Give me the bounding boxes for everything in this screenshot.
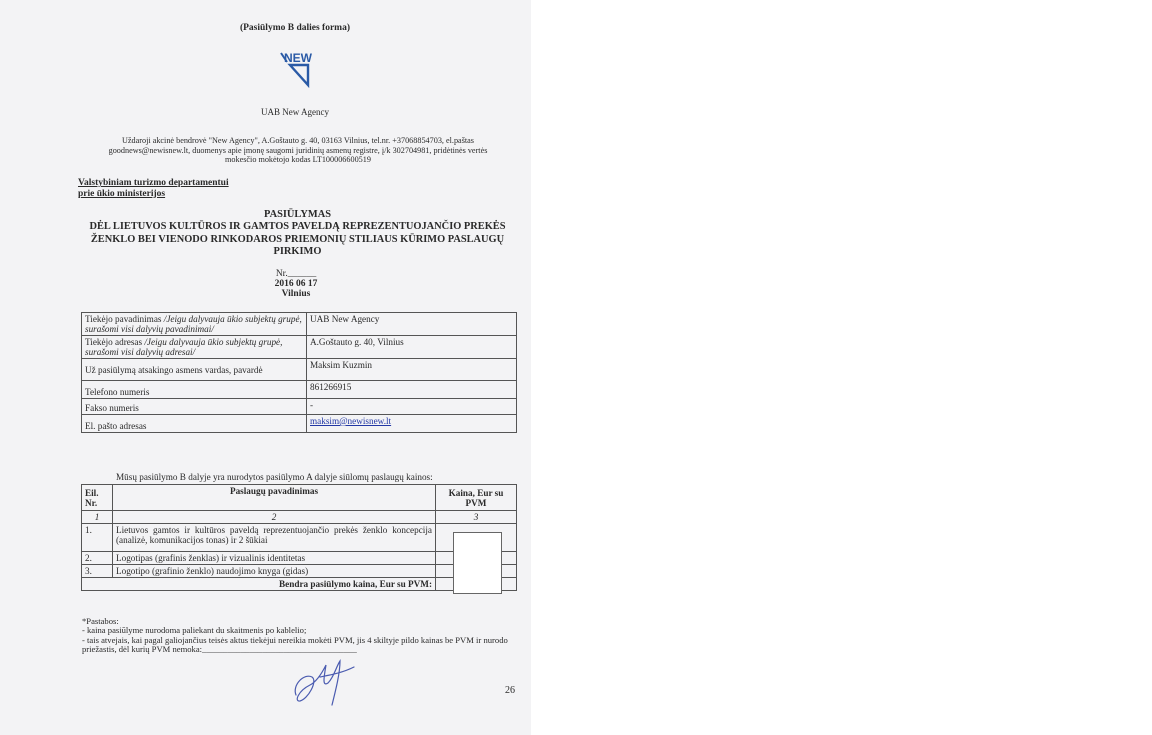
table-row (82, 552, 517, 565)
company-info-line: goodnews@newisnew.lt, duomenys apie įmonę saugomi juridinių asmenų registre, į/k 302704981, pridėtinės vertės (108, 145, 488, 155)
new-agency-logo-icon (278, 50, 316, 90)
document-page (0, 0, 531, 735)
column-header: Kaina, Eur su PVM (436, 485, 517, 511)
table-index-row (82, 511, 517, 524)
table-header-row (82, 485, 517, 511)
supplier-table (81, 312, 517, 433)
addressee (78, 178, 229, 199)
signature (290, 655, 360, 710)
table-cell: Maksim Kuzmin (307, 359, 517, 381)
title-line: ŽENKLO BEI VIENODO RINKODAROS PRIEMONIŲ STILIAUS KŪRIMO PASLAUGŲ (90, 233, 505, 245)
redaction-box (453, 532, 502, 594)
table-row (82, 336, 517, 359)
table-cell: 1 (82, 511, 113, 524)
doc-number: Nr.______ (275, 269, 317, 279)
table-cell: Tiekėjo pavadinimas /Jeigu dalyvauja ūkio subjektų grupė, surašomi visi dalyvių pavadinimai/ (82, 313, 307, 336)
table-cell: 3. (82, 565, 113, 578)
column-header: Paslaugų pavadinimas (113, 485, 436, 511)
table-row (82, 359, 517, 381)
form-label: (Pasiūlymo B dalies forma) (239, 23, 351, 33)
company-info-line: mokesčio mokėtojo kodas LT100006600519 (225, 155, 371, 164)
table-cell: Logotipas (grafinis ženklas) ir vizualinis identitetas (113, 552, 436, 565)
title-line: PASIŪLYMAS (264, 209, 331, 220)
table-row (82, 313, 517, 336)
notes-title: *Pastabos: (82, 616, 119, 626)
table-cell: A.Goštauto g. 40, Vilnius (307, 336, 517, 359)
table-cell: 3 (436, 511, 517, 524)
addressee-line: prie ūkio ministerijos (78, 188, 166, 199)
page-number: 26 (505, 685, 515, 696)
doc-city: Vilnius (281, 289, 311, 299)
table-row (82, 399, 517, 415)
table-total-row (82, 578, 517, 591)
table-row (82, 381, 517, 399)
price-table (81, 484, 517, 591)
table-cell: Logotipo (grafinio ženklo) naudojimo knyga (gidas) (113, 565, 436, 578)
table-cell: Už pasiūlymą atsakingo asmens vardas, pavardė (82, 359, 307, 381)
document-title (70, 209, 525, 259)
company-info (78, 136, 518, 165)
email-link[interactable]: maksim@newisnew.lt (310, 416, 392, 426)
company-name: UAB New Agency (261, 107, 329, 117)
table-cell: Fakso numeris (82, 399, 307, 415)
table-cell: 861266915 (307, 381, 517, 399)
table-cell: Telefono numeris (82, 381, 307, 399)
table-cell: 1. (82, 524, 113, 552)
document-meta (0, 269, 531, 299)
table-cell: - (307, 399, 517, 415)
notes-line: - tais atvejais, kai pagal galiojančius teisės aktus tiekėjui nereikia mokėti PVM, jis 4 skiltyje pildo kainas be PVM ir nurodo priežastis, dėl kurių PVM nemoka:____________________________________ (82, 634, 508, 655)
company-info-line: Uždaroji akcinė bendrovė "New Agency", A.Goštauto g. 40, 03163 Vilnius, tel.nr. +37068854703, el.paštas (122, 136, 474, 145)
title-line: PIRKIMO (273, 246, 322, 258)
price-intro: Mūsų pasiūlymo B dalyje yra nurodytos pasiūlymo A dalyje siūlomų paslaugų kainos: (116, 472, 433, 482)
table-cell: UAB New Agency (307, 313, 517, 336)
table-cell: 2 (113, 511, 436, 524)
total-label: Bendra pasiūlymo kaina, Eur su PVM: (82, 578, 436, 591)
table-cell (307, 415, 517, 433)
table-row (82, 415, 517, 433)
table-row (82, 524, 517, 552)
column-header: Eil. Nr. (82, 485, 113, 511)
table-cell: El. pašto adresas (82, 415, 307, 433)
table-cell: 2. (82, 552, 113, 565)
doc-date: 2016 06 17 (274, 279, 318, 289)
addressee-line: Valstybiniam turizmo departamentui (78, 178, 229, 188)
table-cell: Lietuvos gamtos ir kultūros paveldą reprezentuojančio prekės ženklo koncepcija (analizė, komunikacijos tonas) ir 2 šūkiai (113, 524, 436, 552)
table-row (82, 565, 517, 578)
company-logo (278, 50, 316, 90)
notes (82, 617, 518, 655)
logo-text: NEW (284, 51, 312, 65)
notes-line: - kaina pasiūlyme nurodoma paliekant du skaitmenis po kablelio; (82, 625, 307, 636)
title-line: DĖL LIETUVOS KULTŪROS IR GAMTOS PAVELDĄ REPREZENTUOJANČIO PREKĖS (89, 221, 506, 233)
table-cell: Tiekėjo adresas /Jeigu dalyvauja ūkio subjektų grupė, surašomi visi dalyvių adresai/ (82, 336, 307, 359)
